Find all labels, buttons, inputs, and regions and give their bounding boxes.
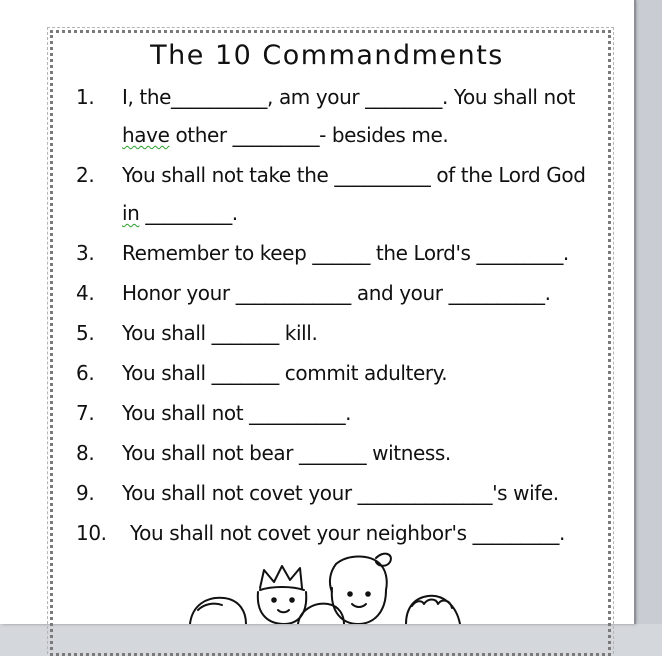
- list-item: [76, 394, 606, 434]
- children-clipart-icon: [180, 548, 480, 624]
- list-item: [76, 434, 606, 474]
- item-text: You shall not covet your ______________'s wife.: [122, 481, 559, 505]
- item-text: You shall not take the __________ of the Lord God: [122, 163, 586, 187]
- list-item: [76, 314, 606, 354]
- list-item-continuation: [76, 196, 606, 234]
- item-number: 8.: [76, 441, 95, 465]
- list-item: [76, 274, 606, 314]
- list-item: [76, 354, 606, 394]
- list-item: [76, 474, 606, 514]
- item-number: 2.: [76, 163, 95, 187]
- item-text: You shall _______ kill.: [122, 321, 318, 345]
- list-item: [76, 78, 606, 118]
- continuation-rest: _________.: [139, 201, 238, 225]
- list-item: [76, 156, 606, 196]
- item-text: You shall not bear _______ witness.: [122, 441, 451, 465]
- item-number: 5.: [76, 321, 95, 345]
- item-number: 1.: [76, 85, 95, 109]
- item-number: 6.: [76, 361, 95, 385]
- worksheet-title: The 10 Commandments: [150, 40, 504, 71]
- list-item: [76, 234, 606, 274]
- item-number: 3.: [76, 241, 95, 265]
- item-text: You shall not covet your neighbor's _________.: [130, 521, 565, 545]
- item-number: 7.: [76, 401, 95, 425]
- item-text: You shall _______ commit adultery.: [122, 361, 448, 385]
- item-text: Remember to keep ______ the Lord's _________.: [122, 241, 569, 265]
- list-item-continuation: [76, 118, 606, 156]
- spelling-flag[interactable]: in: [122, 201, 140, 225]
- commandments-list: [76, 78, 606, 554]
- spelling-flag[interactable]: have: [122, 123, 170, 147]
- item-text: I, the__________, am your ________. You shall not: [122, 85, 576, 109]
- page-edge-shadow: [634, 0, 636, 624]
- item-number: 4.: [76, 281, 95, 305]
- item-text: Honor your ____________ and your __________.: [122, 281, 551, 305]
- continuation-rest: other _________- besides me.: [169, 123, 449, 147]
- item-text: You shall not __________.: [122, 401, 352, 425]
- item-number: 9.: [76, 481, 95, 505]
- item-number: 10.: [76, 521, 107, 545]
